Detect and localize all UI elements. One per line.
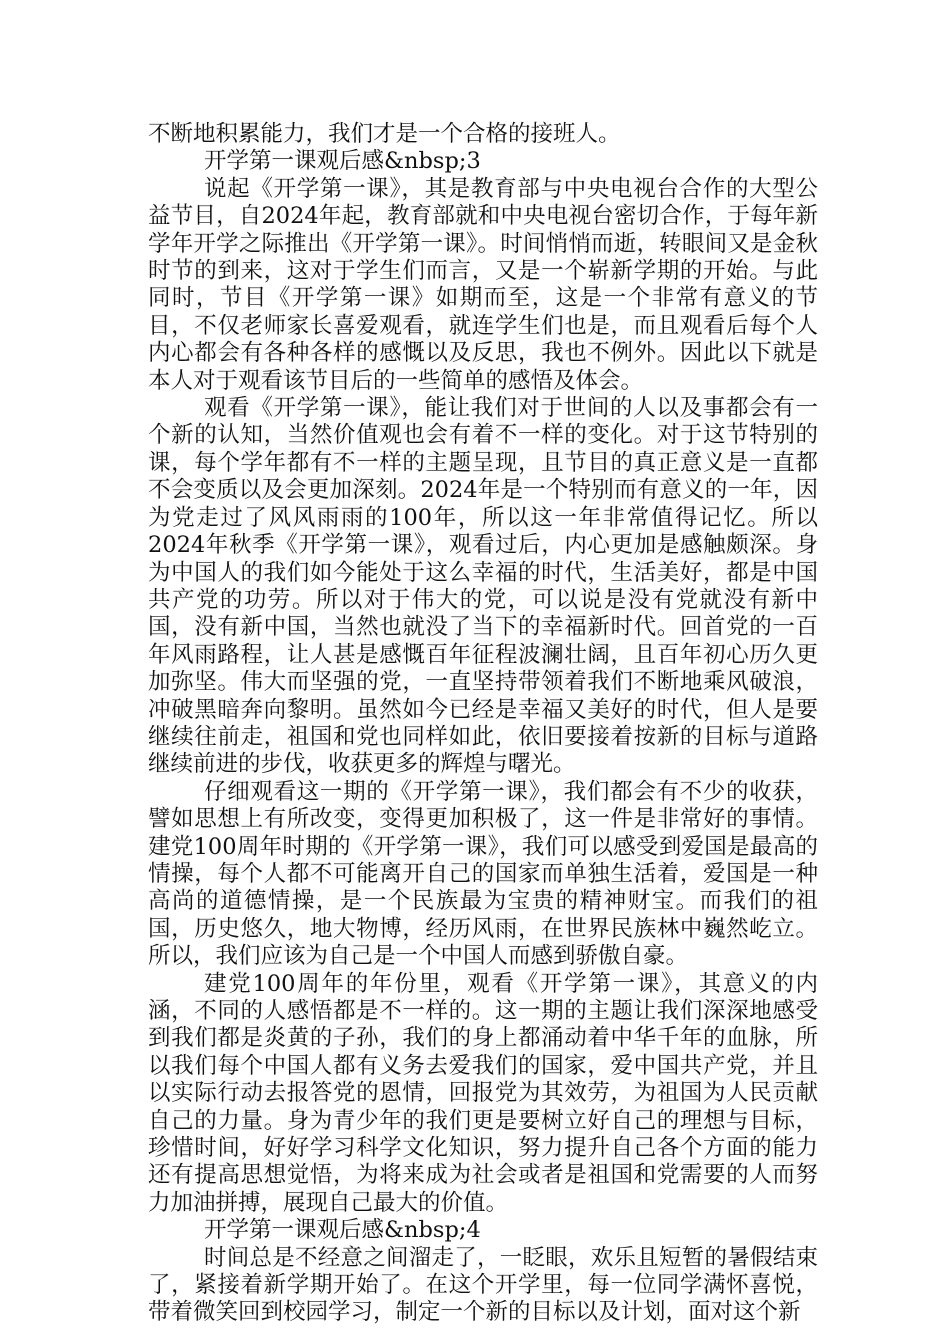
paragraph: 建党100周年的年份里，观看《开学第一课》，其意义的内涵，不同的人感悟都是不一样的。这一期的主题让我们深深地感受到我们都是炎黄的子孙，我们的身上都涌动着中华千年的血脉，所以我们每个中国人都有义务去爱我们的国家，爱中国共产党，并且以实际行动去报答党的恩情，回报党为其效劳，为祖国为人民贡献自己的力量。身为青少年的我们更是要树立好自己的理想与目标，珍惜时间，好好学习科学文化知识，努力提升自己各个方面的能力还有提高思想觉悟，为将来成为社会或者是祖国和党需要的人而努力加油拼搏，展现自己最大的价值。	[148, 970, 818, 1216]
continued-text-line: 不断地积累能力，我们才是一个合格的接班人。	[148, 121, 621, 147]
document-body	[148, 121, 818, 1327]
paragraph: 时间总是不经意之间溜走了，一眨眼，欢乐且短暂的暑假结束了，紧接着新学期开始了。在这个开学里，每一位同学满怀喜悦，带着微笑回到校园学习，制定一个新的目标以及计划，面对这个新	[148, 1244, 818, 1326]
section-heading-3: 开学第一课观后感&nbsp;3	[204, 148, 481, 175]
section-heading-4: 开学第一课观后感&nbsp;4	[204, 1217, 481, 1244]
paragraph: 说起《开学第一课》，其是教育部与中央电视台合作的大型公益节目，自2024年起，教育部就和中央电视台密切合作，于每年新学年开学之际推出《开学第一课》。时间悄悄而逝，转眼间又是金秋时节的到来，这对于学生们而言，又是一个崭新学期的开始。与此同时，节目《开学第一课》如期而至，这是一个非常有意义的节目，不仅老师家长喜爱观看，就连学生们也是，而且观看后每个人内心都会有各种各样的感慨以及反思，我也不例外。因此以下就是本人对于观看该节目后的一些简单的感悟及体会。	[148, 175, 818, 394]
paragraph: 仔细观看这一期的《开学第一课》，我们都会有不少的收获，譬如思想上有所改变，变得更加积极了，这一件是非常好的事情。建党100周年时期的《开学第一课》，我们可以感受到爱国是最高的情操，每个人都不可能离开自己的国家而单独生活着，爱国是一种高尚的道德情操，是一个民族最为宝贵的精神财宝。而我们的祖国，历史悠久，地大物博，经历风雨，在世界民族林中巍然屹立。所以，我们应该为自己是一个中国人而感到骄傲自豪。	[148, 778, 818, 970]
paragraph: 观看《开学第一课》，能让我们对于世间的人以及事都会有一个新的认知，当然价值观也会有着不一样的变化。对于这节特别的课，每个学年都有不一样的主题呈现，且节目的真正意义是一直都不会变质以及会更加深刻。2024年是一个特别而有意义的一年，因为党走过了风风雨雨的100年，所以这一年非常值得记忆。所以2024年秋季《开学第一课》，观看过后，内心更加是感触颇深。身为中国人的我们如今能处于这么幸福的时代，生活美好，都是中国共产党的功劳。所以对于伟大的党，可以说是没有党就没有新中国，没有新中国，当然也就没了当下的幸福新时代。回首党的一百年风雨路程，让人甚是感慨百年征程波澜壮阔，且百年初心历久更加弥坚。伟大而坚强的党，一直坚持带领着我们不断地乘风破浪，冲破黑暗奔向黎明。虽然如今已经是幸福又美好的时代，但人是要继续往前走，祖国和党也同样如此，依旧要接着按新的目标与道路继续前进的步伐，收获更多的辉煌与曙光。	[148, 395, 818, 778]
